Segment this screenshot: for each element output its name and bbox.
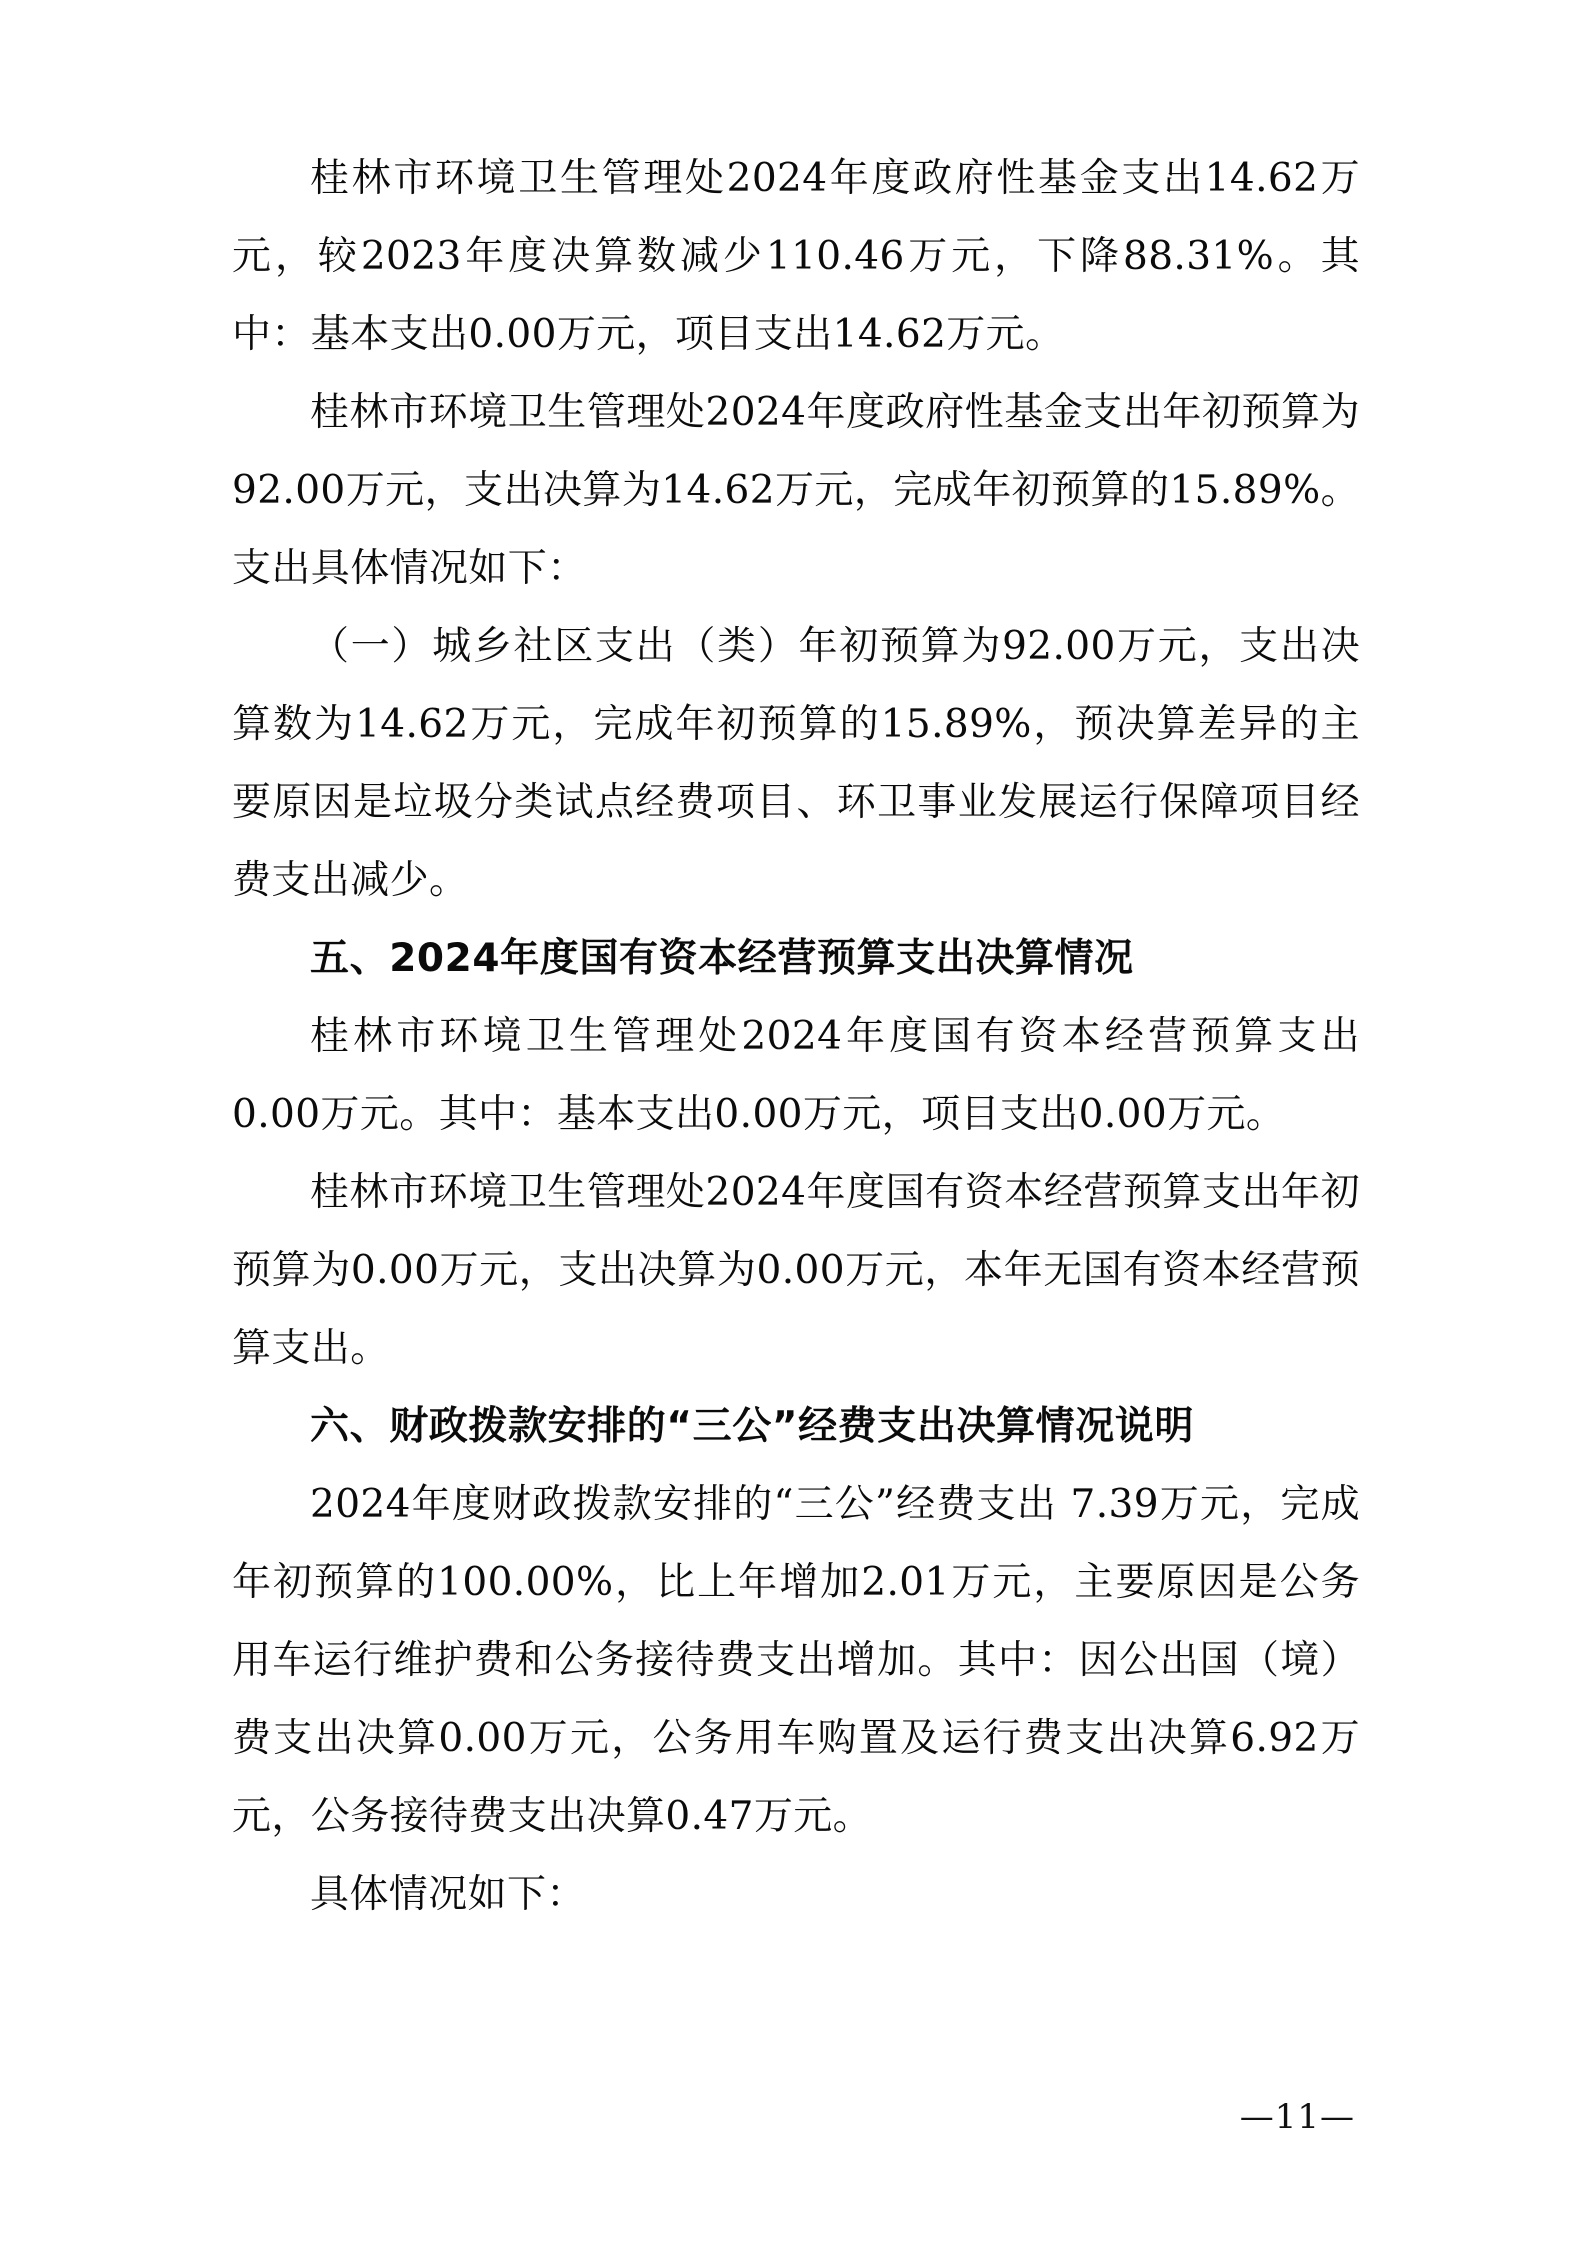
para-state-capital-expenditure: 桂林市环境卫生管理处2024年度国有资本经营预算支出0.00万元。其中：基本支出0.00万元，项目支出0.00万元。 <box>232 1014 1360 1137</box>
heading-section-five: 五、2024年度国有资本经营预算支出决算情况 <box>310 936 1134 981</box>
para-gov-fund-expenditure: 桂林市环境卫生管理处2024年度政府性基金支出14.62万元，较2023年度决算数减少110.46万元，下降88.31%。其中：基本支出0.00万元，项目支出14.62万元。 <box>232 156 1360 357</box>
page-number: —11— <box>1239 2097 1355 2137</box>
heading-section-six: 六、财政拨款安排的“三公”经费支出决算情况说明 <box>310 1404 1195 1449</box>
para-urban-rural-community-expenditure: （一）城乡社区支出（类）年初预算为92.00万元，支出决算数为14.62万元，完成年初预算的15.89%，预决算差异的主要原因是垃圾分类试点经费项目、环卫事业发展运行保障项目经费支出减少。 <box>232 624 1360 903</box>
para-gov-fund-budget-completion: 桂林市环境卫生管理处2024年度政府性基金支出年初预算为92.00万元，支出决算为14.62万元，完成年初预算的15.89%。支出具体情况如下： <box>232 390 1360 591</box>
para-three-public-expenses: 2024年度财政拨款安排的“三公”经费支出 7.39万元，完成年初预算的100.00%，比上年增加2.01万元，主要原因是公务用车运行维护费和公务接待费支出增加。其中：因公出国（境）费支出决算0.00万元，公务用车购置及运行费支出决算6.92万元，公务接待费支出决算0.47万元。 <box>232 1482 1360 1839</box>
para-details-follow: 具体情况如下： <box>310 1872 586 1917</box>
document-body <box>232 140 1360 1934</box>
para-state-capital-budget: 桂林市环境卫生管理处2024年度国有资本经营预算支出年初预算为0.00万元，支出决算为0.00万元，本年无国有资本经营预算支出。 <box>232 1170 1360 1371</box>
